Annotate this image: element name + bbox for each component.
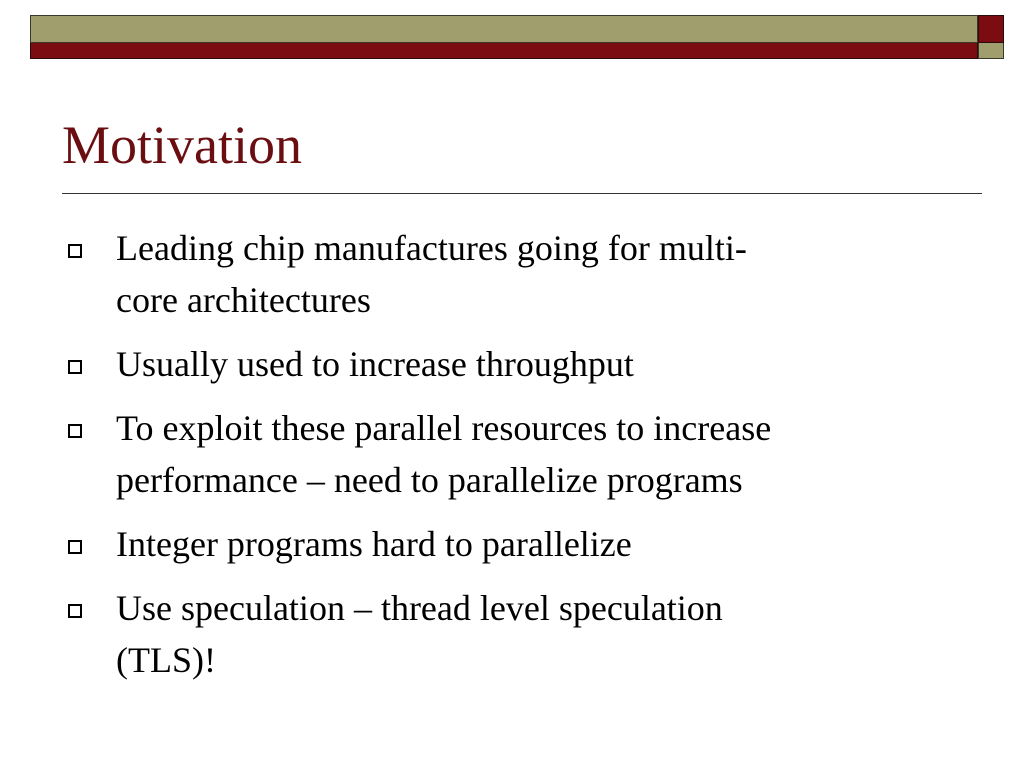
bullet-item: [62, 402, 962, 506]
bullet-item: [62, 582, 962, 686]
hollow-square-bullet-icon: [68, 540, 82, 554]
bullet-item: [62, 518, 962, 570]
slide-title: Motivation: [62, 115, 302, 175]
bullet-text-line: Usually used to increase throughput: [116, 344, 634, 384]
hollow-square-bullet-icon: [68, 424, 82, 438]
header-bar-maroon: [30, 43, 978, 59]
bullet-text-line: (TLS)!: [116, 640, 216, 680]
hollow-square-bullet-icon: [68, 360, 82, 374]
bullet-text-line: performance – need to parallelize programs: [116, 460, 743, 500]
hollow-square-bullet-icon: [68, 604, 82, 618]
header-bar-olive: [30, 15, 978, 43]
bullet-text-line: Integer programs hard to parallelize: [116, 524, 632, 564]
bullet-list: [62, 222, 962, 698]
title-divider: [62, 193, 982, 194]
bullet-text-line: To exploit these parallel resources to increase: [116, 408, 772, 448]
hollow-square-bullet-icon: [68, 244, 82, 258]
bullet-text-line: core architectures: [116, 280, 371, 320]
header-square-maroon: [978, 15, 1004, 43]
bullet-item: [62, 222, 962, 326]
bullet-text-line: Leading chip manufactures going for multi-: [116, 228, 747, 268]
bullet-text-line: Use speculation – thread level speculation: [116, 588, 723, 628]
bullet-item: [62, 338, 962, 390]
header-square-olive: [978, 43, 1004, 59]
